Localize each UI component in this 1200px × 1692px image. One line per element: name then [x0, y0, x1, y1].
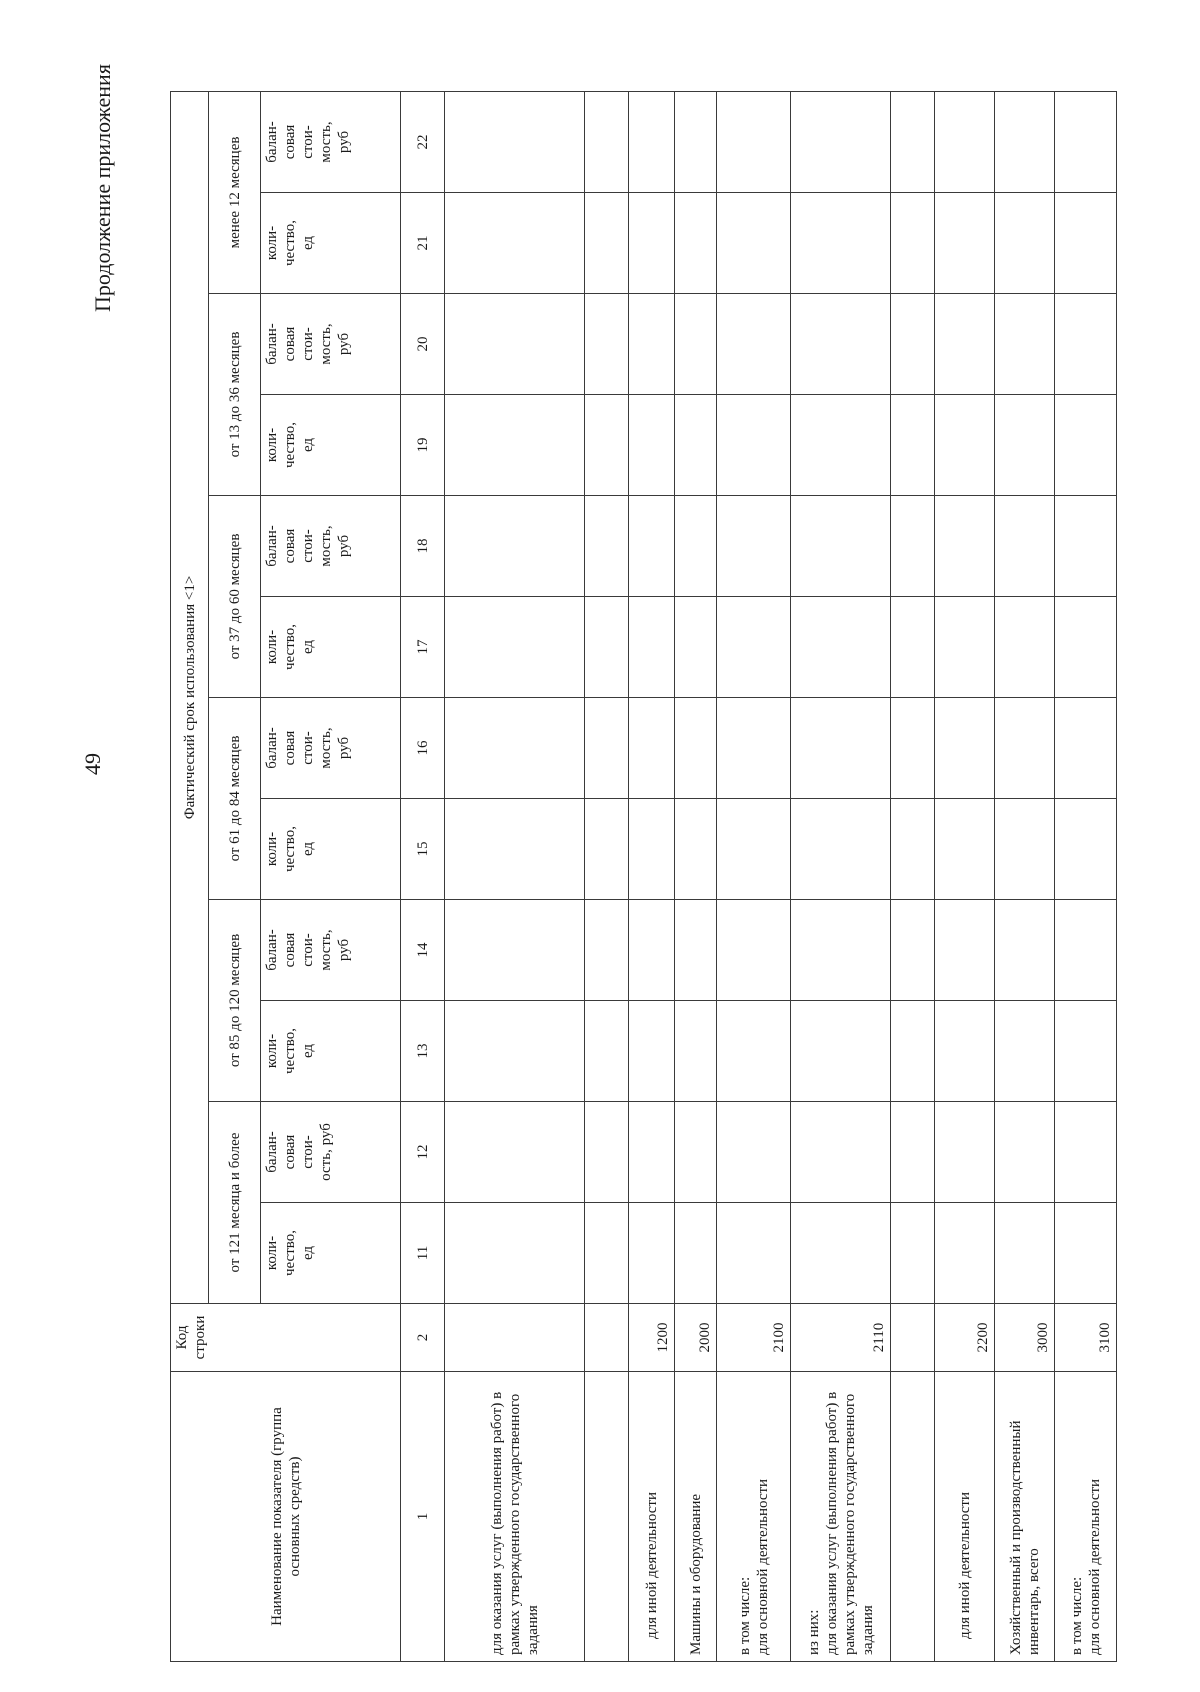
row-code: 3100	[1055, 1304, 1117, 1372]
empty-value-cell	[629, 597, 675, 698]
sub-header-quantity: коли- чество, ед	[261, 193, 401, 294]
row-name	[891, 1372, 935, 1662]
empty-value-cell	[585, 193, 629, 294]
column-number: 12	[401, 1102, 445, 1203]
empty-value-cell	[675, 1203, 717, 1304]
empty-value-cell	[675, 91, 717, 192]
empty-value-cell	[675, 1001, 717, 1102]
empty-value-cell	[935, 496, 995, 597]
empty-value-cell	[1055, 395, 1117, 496]
table-row	[935, 91, 995, 1661]
empty-value-cell	[675, 597, 717, 698]
empty-value-cell	[675, 1102, 717, 1203]
empty-value-cell	[445, 799, 585, 900]
empty-value-cell	[585, 395, 629, 496]
empty-value-cell	[629, 395, 675, 496]
empty-value-cell	[585, 1203, 629, 1304]
table-row	[717, 91, 791, 1661]
empty-value-cell	[995, 1102, 1055, 1203]
period-header: менее 12 месяцев	[209, 91, 261, 293]
empty-value-cell	[675, 799, 717, 900]
empty-value-cell	[935, 698, 995, 799]
table-row	[675, 91, 717, 1661]
empty-value-cell	[629, 1102, 675, 1203]
empty-value-cell	[585, 597, 629, 698]
sub-header-quantity: коли- чество, ед	[261, 597, 401, 698]
empty-value-cell	[935, 597, 995, 698]
column-number: 22	[401, 91, 445, 192]
empty-value-cell	[995, 799, 1055, 900]
empty-value-cell	[891, 597, 935, 698]
empty-value-cell	[717, 1203, 791, 1304]
empty-value-cell	[445, 395, 585, 496]
empty-value-cell	[445, 900, 585, 1001]
empty-value-cell	[791, 91, 891, 192]
empty-value-cell	[717, 294, 791, 395]
period-header: от 13 до 36 месяцев	[209, 294, 261, 496]
empty-value-cell	[935, 193, 995, 294]
empty-value-cell	[1055, 1001, 1117, 1102]
empty-value-cell	[675, 496, 717, 597]
empty-value-cell	[935, 1203, 995, 1304]
empty-value-cell	[995, 496, 1055, 597]
column-number: 21	[401, 193, 445, 294]
row-code	[585, 1304, 629, 1372]
empty-value-cell	[717, 496, 791, 597]
empty-value-cell	[675, 193, 717, 294]
row-name: из них: для оказания услуг (выполнения работ) в рамках утвержденного государственного задания	[791, 1372, 891, 1662]
empty-value-cell	[445, 1203, 585, 1304]
empty-value-cell	[891, 698, 935, 799]
row-code: 2200	[935, 1304, 995, 1372]
empty-value-cell	[791, 900, 891, 1001]
empty-value-cell	[445, 1001, 585, 1102]
empty-value-cell	[717, 91, 791, 192]
empty-value-cell	[891, 799, 935, 900]
empty-value-cell	[891, 1203, 935, 1304]
empty-value-cell	[891, 294, 935, 395]
empty-value-cell	[629, 698, 675, 799]
table-row	[1055, 91, 1117, 1661]
column-number: 1	[401, 1372, 445, 1662]
empty-value-cell	[629, 91, 675, 192]
empty-value-cell	[935, 1001, 995, 1102]
empty-value-cell	[717, 799, 791, 900]
empty-value-cell	[717, 1102, 791, 1203]
empty-value-cell	[935, 799, 995, 900]
sub-header-book-value: балан- совая стои- мость, руб	[261, 900, 401, 1001]
empty-value-cell	[629, 799, 675, 900]
empty-value-cell	[445, 597, 585, 698]
empty-value-cell	[585, 799, 629, 900]
table-row	[585, 91, 629, 1661]
empty-value-cell	[717, 698, 791, 799]
empty-value-cell	[1055, 799, 1117, 900]
empty-value-cell	[1055, 193, 1117, 294]
row-name: Хозяйственный и производственный инвентарь, всего	[995, 1372, 1055, 1662]
sub-header-book-value: балан- совая стои- мость, руб	[261, 698, 401, 799]
sub-header-book-value: балан- совая стои- мость, руб	[261, 294, 401, 395]
empty-value-cell	[717, 193, 791, 294]
empty-value-cell	[585, 900, 629, 1001]
empty-value-cell	[445, 193, 585, 294]
row-code	[445, 1304, 585, 1372]
column-group-header: Фактический срок использования <1>	[171, 91, 209, 1303]
empty-value-cell	[995, 1203, 1055, 1304]
column-number: 14	[401, 900, 445, 1001]
empty-value-cell	[629, 900, 675, 1001]
empty-value-cell	[791, 698, 891, 799]
empty-value-cell	[717, 597, 791, 698]
period-header: от 121 месяца и более	[209, 1102, 261, 1304]
row-name: для иной деятельности	[935, 1372, 995, 1662]
sub-header-book-value: балан- совая стои- мость, руб	[261, 91, 401, 192]
empty-value-cell	[995, 597, 1055, 698]
row-name: для оказания услуг (выполнения работ) в рамках утвержденного государственного задания	[445, 1372, 585, 1662]
empty-value-cell	[445, 91, 585, 192]
row-name: Машины и оборудование	[675, 1372, 717, 1662]
column-number: 16	[401, 698, 445, 799]
empty-value-cell	[1055, 496, 1117, 597]
row-name: для иной деятельности	[629, 1372, 675, 1662]
empty-value-cell	[891, 496, 935, 597]
empty-value-cell	[445, 698, 585, 799]
column-number: 13	[401, 1001, 445, 1102]
empty-value-cell	[791, 1203, 891, 1304]
empty-value-cell	[791, 799, 891, 900]
empty-value-cell	[891, 1001, 935, 1102]
empty-value-cell	[995, 698, 1055, 799]
empty-value-cell	[935, 294, 995, 395]
empty-value-cell	[891, 1102, 935, 1203]
empty-value-cell	[585, 91, 629, 192]
empty-value-cell	[891, 900, 935, 1001]
row-name: в том числе: для основной деятельности	[717, 1372, 791, 1662]
table-row	[791, 91, 891, 1661]
empty-value-cell	[675, 698, 717, 799]
row-code: 2100	[717, 1304, 791, 1372]
empty-value-cell	[1055, 698, 1117, 799]
empty-value-cell	[891, 193, 935, 294]
empty-value-cell	[791, 1102, 891, 1203]
table-row	[891, 91, 935, 1661]
empty-value-cell	[995, 91, 1055, 192]
empty-value-cell	[675, 294, 717, 395]
empty-value-cell	[935, 1102, 995, 1203]
period-header: от 37 до 60 месяцев	[209, 496, 261, 698]
period-header: от 61 до 84 месяцев	[209, 698, 261, 900]
empty-value-cell	[1055, 597, 1117, 698]
sub-header-quantity: коли- чество, ед	[261, 799, 401, 900]
empty-value-cell	[995, 294, 1055, 395]
empty-value-cell	[675, 900, 717, 1001]
empty-value-cell	[445, 496, 585, 597]
sub-header-book-value: балан- совая стои- мость, руб	[261, 496, 401, 597]
column-number: 17	[401, 597, 445, 698]
column-number: 20	[401, 294, 445, 395]
empty-value-cell	[935, 395, 995, 496]
column-header-code: Код строки	[171, 1304, 401, 1372]
empty-value-cell	[717, 395, 791, 496]
column-number: 19	[401, 395, 445, 496]
sub-header-book-value: балан- совая стои- ость, руб	[261, 1102, 401, 1203]
empty-value-cell	[629, 193, 675, 294]
empty-value-cell	[1055, 91, 1117, 192]
table-row	[445, 91, 585, 1661]
table-row	[629, 91, 675, 1661]
empty-value-cell	[935, 91, 995, 192]
empty-value-cell	[585, 1001, 629, 1102]
empty-value-cell	[717, 900, 791, 1001]
empty-value-cell	[585, 294, 629, 395]
row-code: 1200	[629, 1304, 675, 1372]
row-name: в том числе: для основной деятельности	[1055, 1372, 1117, 1662]
empty-value-cell	[791, 193, 891, 294]
column-number: 11	[401, 1203, 445, 1304]
empty-value-cell	[1055, 900, 1117, 1001]
empty-value-cell	[791, 597, 891, 698]
sub-header-quantity: коли- чество, ед	[261, 1001, 401, 1102]
empty-value-cell	[1055, 1102, 1117, 1203]
row-code	[891, 1304, 935, 1372]
row-code: 3000	[995, 1304, 1055, 1372]
row-code: 2110	[791, 1304, 891, 1372]
empty-value-cell	[585, 1102, 629, 1203]
fixed-assets-table	[170, 91, 1117, 1662]
sub-header-quantity: коли- чество, ед	[261, 395, 401, 496]
period-header: от 85 до 120 месяцев	[209, 900, 261, 1102]
table-row	[995, 91, 1055, 1661]
empty-value-cell	[995, 193, 1055, 294]
row-name	[585, 1372, 629, 1662]
empty-value-cell	[629, 496, 675, 597]
column-number: 18	[401, 496, 445, 597]
empty-value-cell	[935, 900, 995, 1001]
empty-value-cell	[445, 1102, 585, 1203]
column-number: 2	[401, 1304, 445, 1372]
empty-value-cell	[891, 395, 935, 496]
empty-value-cell	[791, 1001, 891, 1102]
empty-value-cell	[717, 1001, 791, 1102]
empty-value-cell	[995, 1001, 1055, 1102]
page-number: 49	[80, 753, 105, 775]
empty-value-cell	[995, 395, 1055, 496]
empty-value-cell	[791, 294, 891, 395]
empty-value-cell	[995, 900, 1055, 1001]
empty-value-cell	[629, 1001, 675, 1102]
empty-value-cell	[629, 1203, 675, 1304]
empty-value-cell	[1055, 294, 1117, 395]
page-caption: Продолжение приложения	[90, 64, 115, 312]
column-header-name: Наименование показателя (группа основных средств)	[171, 1372, 401, 1662]
empty-value-cell	[675, 395, 717, 496]
empty-value-cell	[1055, 1203, 1117, 1304]
empty-value-cell	[791, 395, 891, 496]
row-code: 2000	[675, 1304, 717, 1372]
empty-value-cell	[791, 496, 891, 597]
empty-value-cell	[445, 294, 585, 395]
column-number: 15	[401, 799, 445, 900]
empty-value-cell	[585, 496, 629, 597]
empty-value-cell	[585, 698, 629, 799]
empty-value-cell	[629, 294, 675, 395]
sub-header-quantity: коли- чество, ед	[261, 1203, 401, 1304]
empty-value-cell	[891, 91, 935, 192]
